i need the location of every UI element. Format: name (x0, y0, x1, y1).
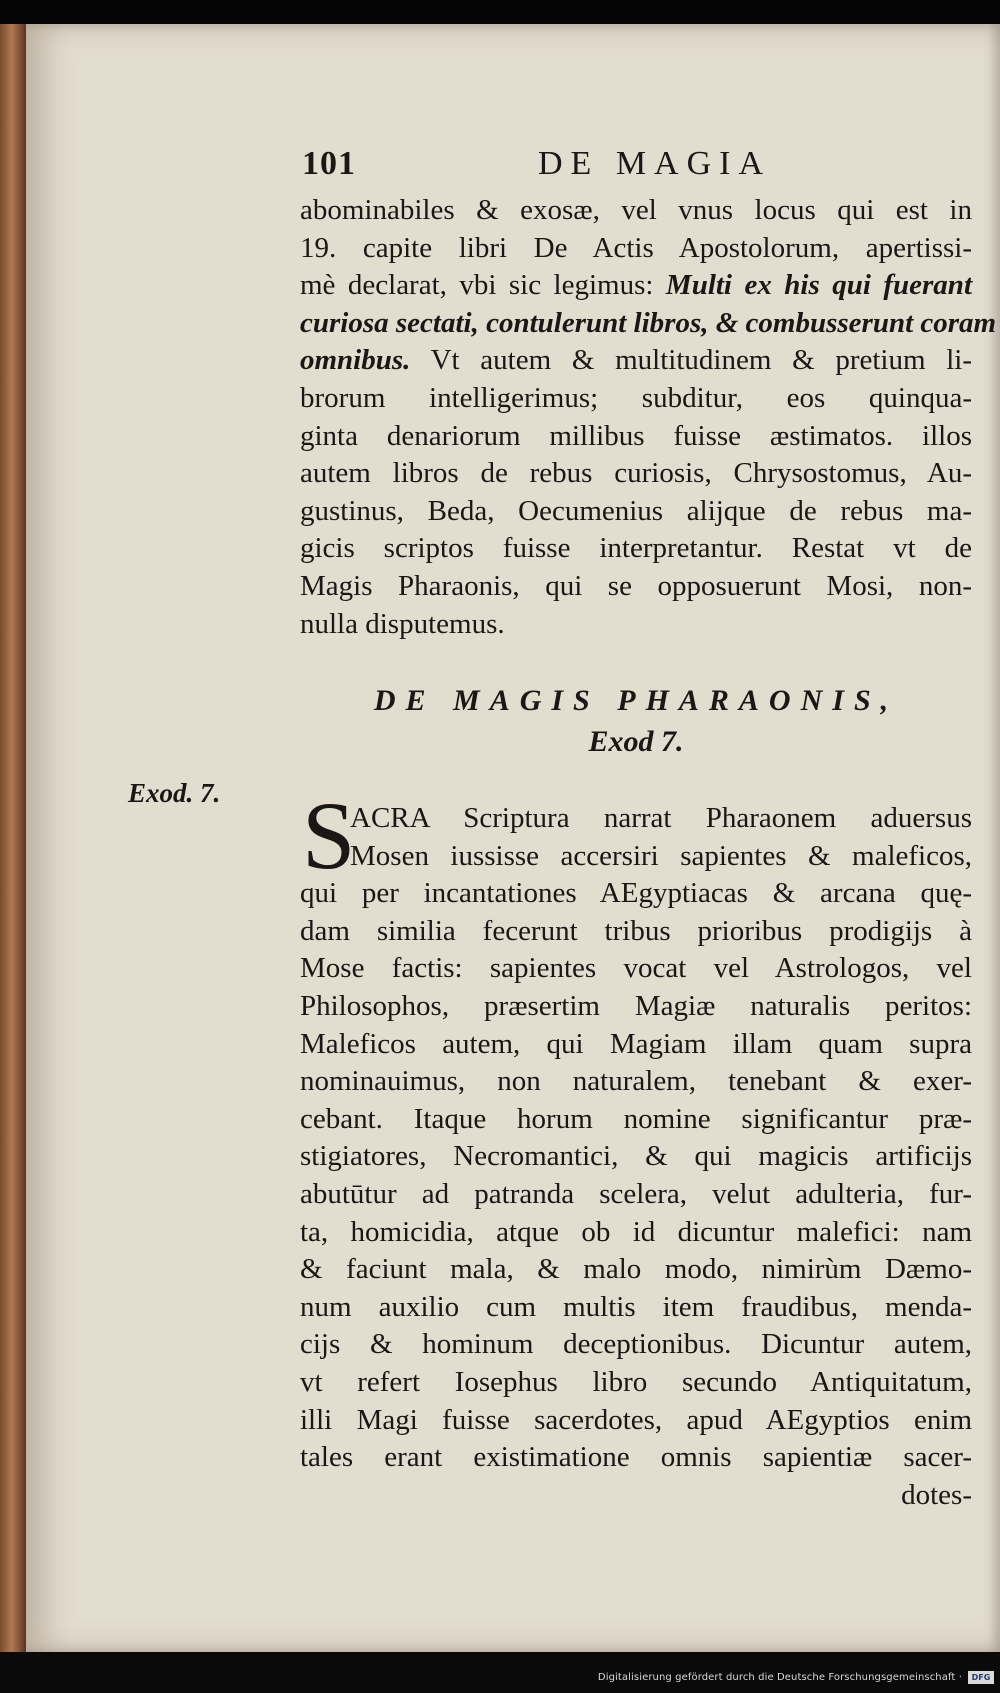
text-line: gustinus, Beda, Oecumenius alijque de rebus ma- (300, 494, 972, 527)
scripture-quote: Multi ex his qui fuerant (665, 269, 972, 302)
text-line: gicis scriptos fuisse interpretantur. Restat vt de (300, 532, 972, 565)
text-line: Philosophos, præsertim Magiæ naturalis peritos: (300, 989, 972, 1022)
text-line: dam similia fecerunt tribus prioribus prodigijs à (300, 914, 972, 947)
scripture-quote-line: curiosa sectati, contulerunt libros, & combusserunt coram (300, 306, 997, 339)
page-number: 101 (302, 145, 356, 182)
text-line: brorum intelligerimus; subditur, eos quinqua- (300, 381, 972, 414)
scripture-quote: omnibus. (300, 344, 411, 377)
text-line: vt refert Iosephus libro secundo Antiquitatum, (300, 1365, 972, 1398)
section-subheading: Exod 7. (588, 725, 684, 758)
text-line: stigiatores, Necromantici, & qui magicis artificijs (300, 1140, 972, 1173)
scan-top-border (0, 0, 1000, 24)
text-span: mè declarat, vbi sic legimus: (300, 269, 666, 302)
text-line: illi Magi fuisse sacerdotes, apud AEgyptios enim (300, 1403, 972, 1436)
text-line (300, 342, 972, 380)
text-line: num auxilio cum multis item fraudibus, menda- (300, 1290, 972, 1323)
digitization-credit: Digitalisierung gefördert durch die Deutsche Forschungsgemeinschaft · (597, 1672, 962, 1683)
drop-capital: S (302, 782, 356, 889)
catchword: dotes- (901, 1478, 972, 1511)
text-line: Magis Pharaonis, qui se opposuerunt Mosi, non- (300, 569, 972, 602)
text-line: nominauimus, non naturalem, tenebant & exer- (300, 1065, 972, 1098)
text-line: Mosen iussisse accersiri sapientes & maleficos, (350, 839, 972, 872)
text-line: qui per incantationes AEgyptiacas & arcana quę- (300, 877, 972, 910)
book-spine-edge (0, 24, 26, 1654)
text-line: Mose factis: sapientes vocat vel Astrologos, vel (300, 952, 972, 985)
text-line: nulla disputemus. (300, 607, 505, 640)
text-line: ta, homicidia, atque ob id dicuntur malefici: nam (300, 1215, 972, 1248)
text-line: ACRA Scriptura narrat Pharaonem aduersus (350, 802, 972, 834)
margin-note: Exod. 7. (128, 778, 221, 808)
text-line: ginta denariorum millibus fuisse æstimatos. illos (300, 419, 972, 452)
text-line (300, 267, 972, 305)
text-line: autem libros de rebus curiosis, Chrysostomus, Au- (300, 457, 972, 490)
text-line: abominabiles & exosæ, vel vnus locus qui est in (300, 194, 972, 226)
dfg-logo: DFG (968, 1671, 994, 1684)
text-line: & faciunt mala, & malo modo, nimirùm Dæmo- (300, 1253, 972, 1286)
text-line: Maleficos autem, qui Magiam illam quam supra (300, 1027, 972, 1060)
text-line: 19. capite libri De Actis Apostolorum, apertissi- (300, 231, 972, 264)
paragraph-2 (300, 800, 972, 1514)
text-span: Vt autem & multitudinem & pretium li- (410, 344, 972, 377)
running-title: DE MAGIA (538, 145, 772, 182)
paragraph-1 (300, 192, 997, 643)
text-line: cebant. Itaque horum nomine significantur præ- (300, 1102, 972, 1135)
section-heading: DE MAGIS PHARAONIS, (373, 684, 899, 717)
text-line: tales erant existimatione omnis sapientiæ sacer- (300, 1441, 972, 1474)
text-line: cijs & hominum deceptionibus. Dicuntur autem, (300, 1328, 972, 1361)
text-line: abutūtur ad patranda scelera, velut adulteria, fur- (300, 1177, 972, 1210)
